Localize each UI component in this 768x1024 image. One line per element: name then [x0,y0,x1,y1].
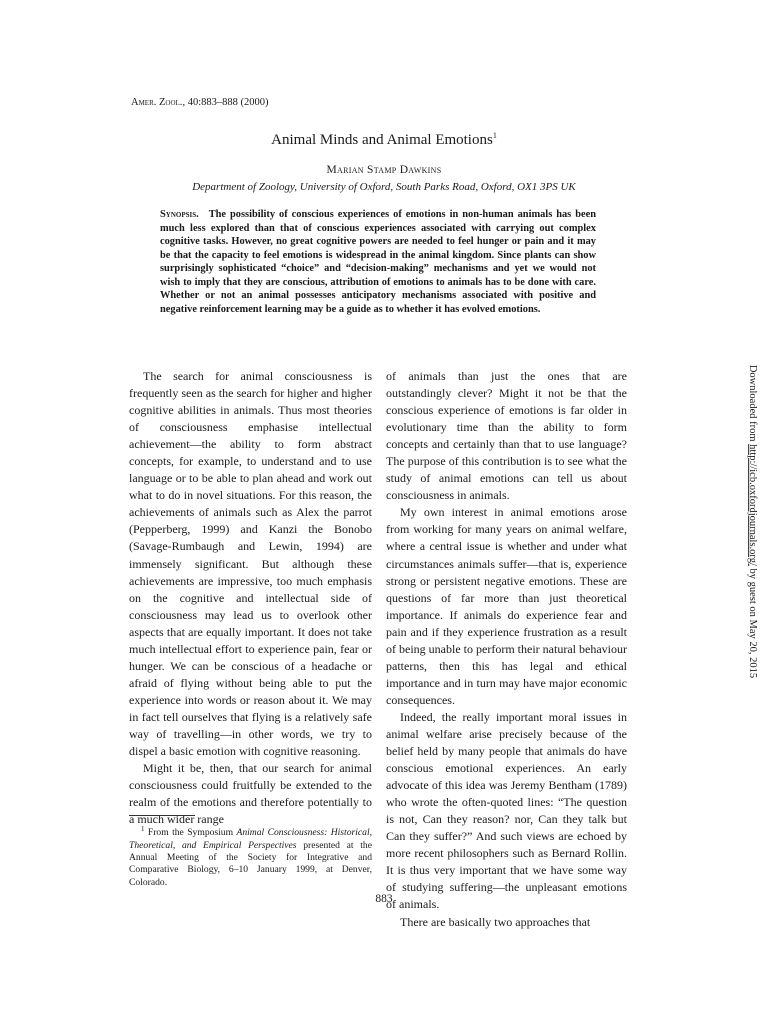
footnote-prefix: From the Symposium [144,827,237,839]
download-watermark-text [748,364,759,677]
body-column-left [129,368,372,828]
body-paragraph: There are basically two approaches that [400,914,591,929]
author-name: Marian Stamp Dawkins [326,164,442,176]
watermark-suffix: by guest on May 20, 2015 [747,565,759,678]
article-title [0,131,768,149]
journal-citation [131,97,268,108]
title-footnote-mark: 1 [492,131,497,140]
body-paragraph: of animals than just the ones that are outstandingly clever? Might it not be that the conscious experience of emotions is far older in evolutionary time than the ability to form concepts and certainly than that to use language? The purpose of this contribution is to see what the study of animal emotions can tell us about consciousness in animals. [386,369,627,503]
journal-volume-pages: , 40:883–888 (2000) [182,97,269,108]
title-text: Animal Minds and Animal Emotions [271,132,493,148]
author-affiliation: Department of Zoology, University of Oxford, South Parks Road, Oxford, OX1 3PS UK [192,181,576,193]
footnote-suffix: presented at the Annual Meeting of the Society for Integrative and Comparative Biology, 6–10 January 1999, at Denver, Colorado. [129,839,372,888]
journal-name: Amer. Zool. [131,97,183,108]
synopsis-label: Synopsis. [160,209,199,220]
body-paragraph: Indeed, the really important moral issues in animal welfare arise precisely because of the belief held by many people that animals do have conscious emotional experiences. An early advocate of this idea was Jeremy Bentham (1789) who wrote the often-quoted lines: “The question is not, Can they reason? nor, Can they talk but Can they suffer?” And such views are echoed by more recent philosophers such as Bernard Rollin. It is thus very important that we have some way of studying suffering—the unpleasant emotions of animals. [386,709,627,912]
footnote [129,823,372,889]
page-number: 883 [375,893,393,905]
footnote-symposium-title: Animal Consciousness: Historical, Theoretical, and Empirical Perspectives [129,827,373,851]
synopsis-text: The possibility of conscious experiences of emotions in non-human animals has been much less explored than that of conscious experiences associated with carrying out complex cognitive tasks. However, no great cognitive powers are needed to feel hunger or pain and it may be that the capacity to feel emotions is widespread in the animal kingdom. Since plants can show surprisingly sophisticated “choice” and “decision-making” mechanisms and yet we would not wish to imply that they are conscious, attribution of emotions to animals has to be done with care. Whether or not an animal possesses anticipatory mechanisms associated with positive and negative reinforcement learning may be a guide as to whether it has evolved emotions. [160,209,596,315]
body-paragraph: My own interest in animal emotions arose from working for many years on animal welfare, where a central issue is whether and under what circumstances animals suffer—that is, experience strong or persistent negative emotions. These are questions of far more than just theoretical importance. If animals do experience fear and pain and if they experience frustration as a result of being unable to perform their natural behaviour patterns, then this has legal and ethical importance and in turn may have major economic consequences. [386,505,627,707]
watermark-prefix: Downloaded from [747,364,759,444]
body-column-right [386,368,627,931]
footnote-mark: 1 [141,825,145,833]
download-watermark [745,356,761,686]
body-paragraph: The search for animal consciousness is frequently seen as the search for higher and higher cognitive abilities in animals. Thus most theories of consciousness emphasise intellectual achievement—the ability to form abstract concepts, for example, to understand and to use language or to be able to plan ahead and work out what to do in novel situations. For this reason, the achievements of animals such as Alex the parrot (Pepperberg, 1999) and Kanzi the Bonobo (Savage-Rumbaugh and Lewin, 1994) are immensely significant. But although these achievements are impressive, too much emphasis on the cognitive and intellectual side of consciousness may lead us to overlook other aspects that are equally important. It does not take much intellectual effort to experience pain, fear or hunger. We can be conscious of a headache or afraid of flying without being able to put the experience into words or reason about it. We may in fact tell ourselves that flying is a relatively safe way of travelling—in other words, we try to dispel a basic emotion with cognitive reasoning. [129,369,372,759]
synopsis [160,208,596,316]
journal-link[interactable]: http://icb.oxfordjournals.org/ [747,443,759,566]
body-paragraph: Might it be, then, that our search for animal consciousness could fruitfully be extended to the realm of the emotions and therefore potentially to a much wider range [129,761,372,827]
footnote-divider [129,815,195,816]
